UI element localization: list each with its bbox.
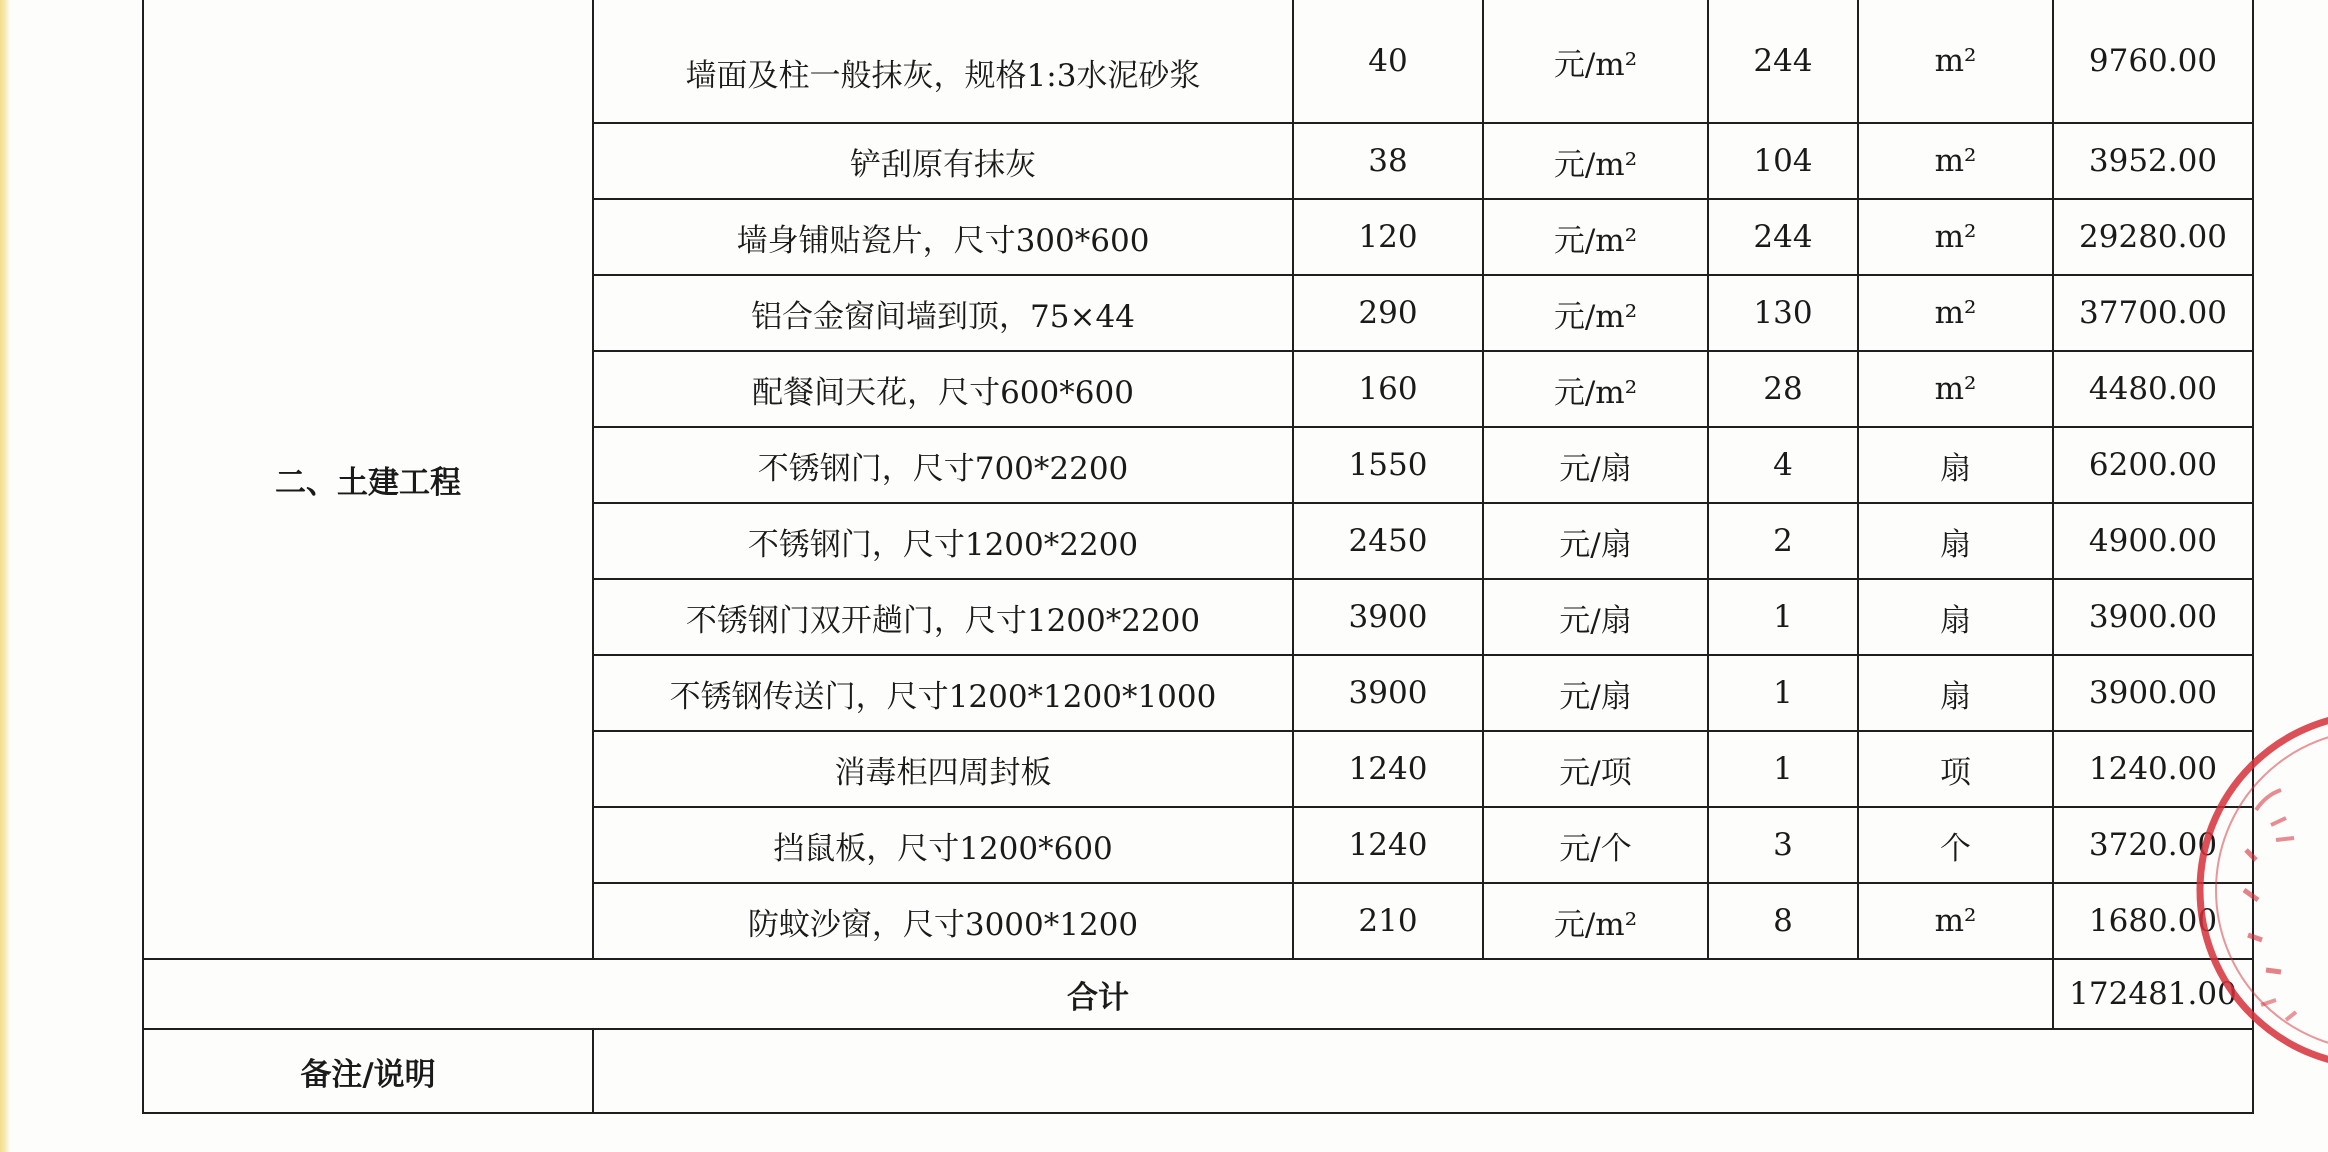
unit: m² — [1858, 0, 2053, 123]
item-description: 铲刮原有抹灰 — [593, 123, 1293, 199]
unit-price: 290 — [1293, 275, 1483, 351]
unit: 扇 — [1858, 427, 2053, 503]
item-description: 不锈钢传送门，尺寸1200*1200*1000 — [593, 655, 1293, 731]
amount: 37700.00 — [2053, 275, 2253, 351]
unit: m² — [1858, 123, 2053, 199]
amount: 1240.00 — [2053, 731, 2253, 807]
item-description: 墙身铺贴瓷片，尺寸300*600 — [593, 199, 1293, 275]
item-description: 不锈钢门，尺寸700*2200 — [593, 427, 1293, 503]
note-row — [143, 1029, 2253, 1113]
amount: 3900.00 — [2053, 579, 2253, 655]
unit: m² — [1858, 275, 2053, 351]
price-unit: 元/m² — [1483, 199, 1708, 275]
total-label: 合计 — [143, 959, 2053, 1029]
page-edge-strip — [0, 0, 10, 1152]
quantity: 4 — [1708, 427, 1858, 503]
unit-price: 40 — [1293, 0, 1483, 123]
item-description: 不锈钢门双开趟门，尺寸1200*2200 — [593, 579, 1293, 655]
quotation-table — [142, 0, 2254, 1114]
amount: 3952.00 — [2053, 123, 2253, 199]
price-unit: 元/m² — [1483, 275, 1708, 351]
note-label: 备注/说明 — [143, 1029, 593, 1113]
price-unit: 元/个 — [1483, 807, 1708, 883]
quantity: 130 — [1708, 275, 1858, 351]
note-value — [593, 1029, 2253, 1113]
quantity: 28 — [1708, 351, 1858, 427]
quantity: 2 — [1708, 503, 1858, 579]
unit-price: 2450 — [1293, 503, 1483, 579]
quantity: 1 — [1708, 655, 1858, 731]
amount: 4900.00 — [2053, 503, 2253, 579]
price-unit: 元/扇 — [1483, 655, 1708, 731]
item-description: 挡鼠板，尺寸1200*600 — [593, 807, 1293, 883]
amount: 1680.00 — [2053, 883, 2253, 959]
unit: m² — [1858, 351, 2053, 427]
unit-price: 1240 — [1293, 731, 1483, 807]
unit: 扇 — [1858, 579, 2053, 655]
price-unit: 元/m² — [1483, 123, 1708, 199]
unit-price: 120 — [1293, 199, 1483, 275]
unit: 个 — [1858, 807, 2053, 883]
unit: m² — [1858, 199, 2053, 275]
unit-price: 3900 — [1293, 655, 1483, 731]
item-description: 不锈钢门，尺寸1200*2200 — [593, 503, 1293, 579]
table-body — [143, 0, 2253, 1113]
unit: 扇 — [1858, 503, 2053, 579]
amount: 4480.00 — [2053, 351, 2253, 427]
amount: 3900.00 — [2053, 655, 2253, 731]
price-unit: 元/m² — [1483, 351, 1708, 427]
amount: 3720.00 — [2053, 807, 2253, 883]
price-unit: 元/项 — [1483, 731, 1708, 807]
quantity: 104 — [1708, 123, 1858, 199]
table-row — [143, 0, 2253, 123]
price-unit: 元/m² — [1483, 883, 1708, 959]
item-description: 配餐间天花，尺寸600*600 — [593, 351, 1293, 427]
quantity: 1 — [1708, 731, 1858, 807]
unit-price: 160 — [1293, 351, 1483, 427]
unit: 项 — [1858, 731, 2053, 807]
amount: 6200.00 — [2053, 427, 2253, 503]
item-description: 防蚊沙窗，尺寸3000*1200 — [593, 883, 1293, 959]
unit-price: 3900 — [1293, 579, 1483, 655]
unit-price: 210 — [1293, 883, 1483, 959]
total-value: 172481.00 — [2053, 959, 2253, 1029]
price-unit: 元/扇 — [1483, 503, 1708, 579]
quantity: 3 — [1708, 807, 1858, 883]
total-row — [143, 959, 2253, 1029]
unit: m² — [1858, 883, 2053, 959]
amount: 29280.00 — [2053, 199, 2253, 275]
unit-price: 38 — [1293, 123, 1483, 199]
item-description: 消毒柜四周封板 — [593, 731, 1293, 807]
price-unit: 元/扇 — [1483, 427, 1708, 503]
unit: 扇 — [1858, 655, 2053, 731]
price-unit: 元/m² — [1483, 0, 1708, 123]
item-description: 铝合金窗间墙到顶，75×44 — [593, 275, 1293, 351]
amount: 9760.00 — [2053, 0, 2253, 123]
item-description: 墙面及柱一般抹灰，规格1:3水泥砂浆 — [593, 0, 1293, 123]
quantity: 244 — [1708, 0, 1858, 123]
unit-price: 1550 — [1293, 427, 1483, 503]
quantity: 244 — [1708, 199, 1858, 275]
unit-price: 1240 — [1293, 807, 1483, 883]
price-unit: 元/扇 — [1483, 579, 1708, 655]
category-cell: 二、土建工程 — [143, 0, 593, 959]
quantity: 8 — [1708, 883, 1858, 959]
official-seal-stamp — [2186, 700, 2328, 1080]
quantity: 1 — [1708, 579, 1858, 655]
